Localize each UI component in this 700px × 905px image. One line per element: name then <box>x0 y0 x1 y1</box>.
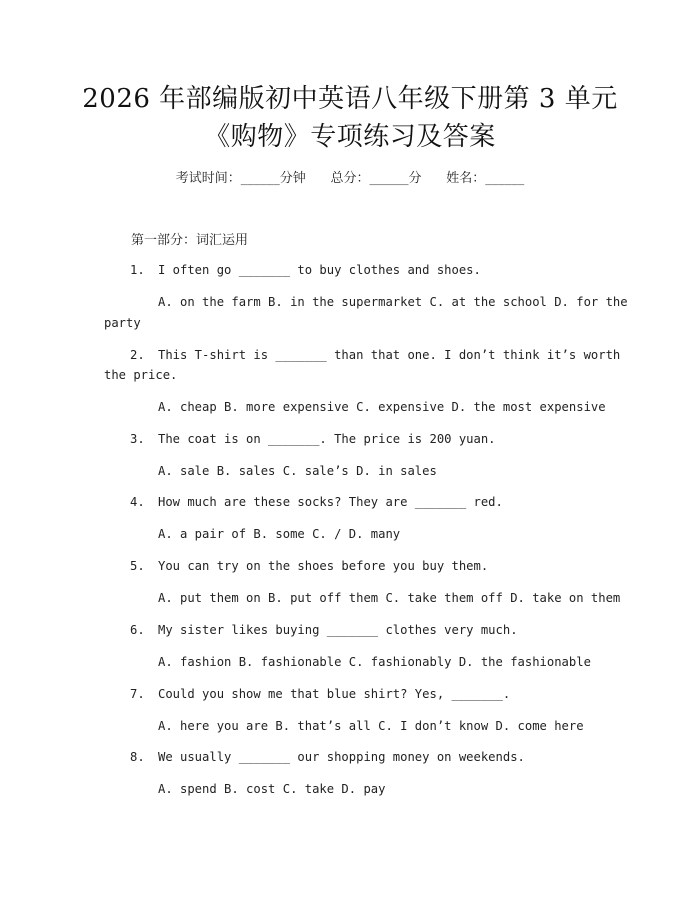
question-stem: My sister likes buying _______ clothes very much. <box>158 623 518 637</box>
question-options: A. on the farm B. in the supermarket C. at the school D. for the <box>158 295 628 309</box>
question-number: 7. <box>130 687 145 701</box>
question-number: 4. <box>130 495 145 509</box>
question-stem: I often go _______ to buy clothes and shoes. <box>158 263 481 277</box>
question-stem-continued: the price. <box>104 368 178 382</box>
section-heading: 第一部分：词汇运用 <box>131 233 249 248</box>
question-options: A. put them on B. put off them C. take them off D. take on them <box>158 591 621 605</box>
question-number: 5. <box>130 559 145 573</box>
question-options-continued: party <box>104 316 141 330</box>
question-stem: How much are these socks? They are _______ red. <box>158 495 503 509</box>
document-title-line1: 2026 年部编版初中英语八年级下册第 3 单元 <box>82 84 618 114</box>
document-title-line2: 《购物》专项练习及答案 <box>204 122 496 152</box>
exam-info: 考试时间：______分钟 总分：______分 姓名：______ <box>175 171 525 186</box>
question-options: A. fashion B. fashionable C. fashionably D. the fashionable <box>158 655 591 669</box>
question-stem: You can try on the shoes before you buy them. <box>158 559 489 573</box>
question-stem: We usually _______ our shopping money on weekends. <box>158 750 525 764</box>
question-stem: The coat is on _______. The price is 200 yuan. <box>158 432 496 446</box>
question-number: 2. <box>130 348 145 362</box>
question-number: 8. <box>130 750 145 764</box>
question-stem: Could you show me that blue shirt? Yes, _______. <box>158 687 511 701</box>
question-options: A. a pair of B. some C. / D. many <box>158 527 401 541</box>
question-options: A. spend B. cost C. take D. pay <box>158 782 386 796</box>
question-stem: This T-shirt is _______ than that one. I don’t think it’s worth <box>158 348 621 362</box>
question-options: A. here you are B. that’s all C. I don’t know D. come here <box>158 719 584 733</box>
question-options: A. cheap B. more expensive C. expensive D. the most expensive <box>158 400 606 414</box>
question-number: 3. <box>130 432 145 446</box>
question-options: A. sale B. sales C. sale’s D. in sales <box>158 464 437 478</box>
question-number: 1. <box>130 263 145 277</box>
question-number: 6. <box>130 623 145 637</box>
